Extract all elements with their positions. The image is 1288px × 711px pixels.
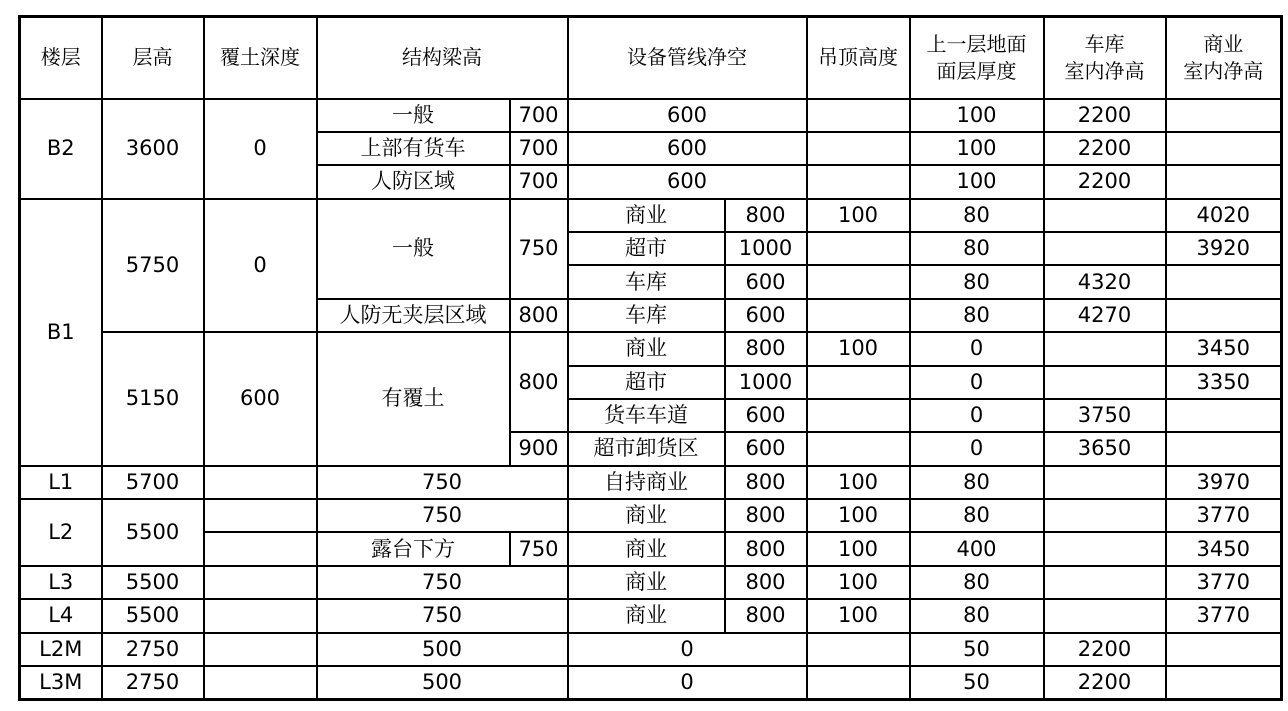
header-soil-depth: 覆土深度 (204, 17, 317, 99)
pipe-cell: 1000 (725, 232, 807, 265)
pipe-cell: 1000 (725, 366, 807, 399)
beam-cell: 800 (510, 299, 568, 332)
beam-cell: 750 (317, 566, 568, 599)
garage-cell (1044, 366, 1166, 399)
beam-cell: 900 (510, 432, 568, 465)
slab-cell: 0 (910, 432, 1044, 465)
garage-cell (1044, 599, 1166, 632)
soil-cell: 0 (204, 199, 317, 333)
pipe-cell: 800 (725, 599, 807, 632)
comm-cell: 3920 (1166, 232, 1282, 265)
floor-cell: L2 (20, 499, 102, 566)
garage-cell: 3650 (1044, 432, 1166, 465)
slab-cell: 50 (910, 633, 1044, 666)
header-garage-clear (1044, 17, 1166, 99)
comm-cell (1166, 99, 1282, 132)
comm-cell (1166, 132, 1282, 165)
table-row (20, 332, 1282, 365)
slab-cell: 80 (910, 599, 1044, 632)
floor-cell: L3 (20, 566, 102, 599)
beam-cell: 750 (317, 599, 568, 632)
use-cell: 商业 (568, 332, 725, 365)
garage-cell (1044, 199, 1166, 232)
garage-cell: 2200 (1044, 132, 1166, 165)
floor-cell: L1 (20, 466, 102, 499)
comm-cell: 3770 (1166, 599, 1282, 632)
slab-cell: 100 (910, 99, 1044, 132)
slab-cell: 80 (910, 199, 1044, 232)
garage-cell: 4270 (1044, 299, 1166, 332)
pipe-cell: 800 (725, 532, 807, 565)
table-row (20, 199, 1282, 232)
beam-label-cell: 一般 (317, 99, 510, 132)
ceiling-cell (807, 366, 910, 399)
comm-cell: 3770 (1166, 499, 1282, 532)
soil-cell (204, 466, 317, 499)
slab-cell: 0 (910, 332, 1044, 365)
garage-cell: 3750 (1044, 399, 1166, 432)
soil-cell: 600 (204, 332, 317, 466)
pipe-cell: 600 (568, 165, 807, 198)
ceiling-cell (807, 165, 910, 198)
header-beam-height: 结构梁高 (317, 17, 568, 99)
header-garage-line2: 室内净高 (1064, 58, 1145, 83)
pipe-cell: 600 (725, 432, 807, 465)
garage-cell (1044, 532, 1166, 565)
floor-cell: L3M (20, 666, 102, 700)
beam-cell: 800 (510, 332, 568, 432)
pipe-cell: 600 (725, 265, 807, 298)
garage-cell (1044, 566, 1166, 599)
ceiling-cell: 100 (807, 199, 910, 232)
header-row (20, 17, 1282, 99)
slab-cell: 50 (910, 666, 1044, 700)
pipe-cell: 800 (725, 199, 807, 232)
beam-cell: 750 (510, 199, 568, 299)
header-garage-line1: 车库 (1084, 31, 1125, 56)
slab-cell: 80 (910, 566, 1044, 599)
comm-cell (1166, 666, 1282, 700)
beam-label-cell: 一般 (317, 199, 510, 299)
use-cell: 商业 (568, 532, 725, 565)
ceiling-cell: 100 (807, 499, 910, 532)
beam-label-cell: 有覆土 (317, 332, 510, 466)
comm-cell (1166, 265, 1282, 298)
use-cell: 超市 (568, 232, 725, 265)
table-row (20, 633, 1282, 666)
use-cell: 车库 (568, 265, 725, 298)
soil-cell (204, 633, 317, 666)
garage-cell: 2200 (1044, 99, 1166, 132)
header-height: 层高 (102, 17, 204, 99)
ceiling-cell (807, 299, 910, 332)
header-comm-line2: 室内净高 (1183, 58, 1264, 83)
height-cell: 2750 (102, 666, 204, 700)
ceiling-cell: 100 (807, 466, 910, 499)
comm-cell: 3770 (1166, 566, 1282, 599)
ceiling-cell (807, 633, 910, 666)
header-slab-line1: 上一层地面 (926, 31, 1027, 56)
ceiling-cell: 100 (807, 599, 910, 632)
ceiling-cell: 100 (807, 332, 910, 365)
comm-cell: 3970 (1166, 466, 1282, 499)
garage-cell (1044, 499, 1166, 532)
beam-cell: 500 (317, 633, 568, 666)
use-cell: 货车车道 (568, 399, 725, 432)
comm-cell: 3350 (1166, 366, 1282, 399)
use-cell: 超市 (568, 366, 725, 399)
use-cell: 商业 (568, 599, 725, 632)
ceiling-cell (807, 99, 910, 132)
comm-cell (1166, 165, 1282, 198)
header-comm-line1: 商业 (1203, 31, 1244, 56)
beam-cell: 500 (317, 666, 568, 700)
table-row (20, 566, 1282, 599)
slab-cell: 80 (910, 466, 1044, 499)
height-cell: 5500 (102, 566, 204, 599)
table-row (20, 599, 1282, 632)
garage-cell (1044, 466, 1166, 499)
ceiling-cell (807, 666, 910, 700)
header-floor: 楼层 (20, 17, 102, 99)
floor-cell: B2 (20, 99, 102, 199)
pipe-cell: 800 (725, 466, 807, 499)
height-cell: 5750 (102, 199, 204, 333)
ceiling-cell (807, 432, 910, 465)
slab-cell: 0 (910, 399, 1044, 432)
slab-cell: 80 (910, 299, 1044, 332)
ceiling-cell: 100 (807, 566, 910, 599)
height-cell: 3600 (102, 99, 204, 199)
soil-cell: 0 (204, 99, 317, 199)
comm-cell (1166, 633, 1282, 666)
floor-cell: B1 (20, 199, 102, 466)
height-cell: 5150 (102, 332, 204, 466)
comm-cell (1166, 432, 1282, 465)
pipe-cell: 800 (725, 566, 807, 599)
ceiling-cell (807, 399, 910, 432)
floor-cell: L2M (20, 633, 102, 666)
table-row (20, 99, 1282, 132)
garage-cell (1044, 332, 1166, 365)
pipe-cell: 600 (725, 299, 807, 332)
pipe-cell: 0 (568, 633, 807, 666)
comm-cell: 4020 (1166, 199, 1282, 232)
garage-cell: 2200 (1044, 165, 1166, 198)
beam-label-cell: 上部有货车 (317, 132, 510, 165)
beam-label-cell: 露台下方 (317, 532, 510, 565)
slab-cell: 400 (910, 532, 1044, 565)
ceiling-cell (807, 265, 910, 298)
beam-cell: 700 (510, 132, 568, 165)
floor-height-table (18, 15, 1283, 701)
header-commercial-clear (1166, 17, 1282, 99)
slab-cell: 80 (910, 265, 1044, 298)
soil-cell (204, 599, 317, 632)
soil-cell (204, 532, 317, 565)
pipe-cell: 800 (725, 332, 807, 365)
garage-cell: 4320 (1044, 265, 1166, 298)
height-cell: 5500 (102, 599, 204, 632)
use-cell: 自持商业 (568, 466, 725, 499)
beam-cell: 750 (510, 532, 568, 565)
height-cell: 5500 (102, 499, 204, 566)
slab-cell: 0 (910, 366, 1044, 399)
comm-cell (1166, 299, 1282, 332)
beam-cell: 700 (510, 99, 568, 132)
use-cell: 超市卸货区 (568, 432, 725, 465)
table-row (20, 466, 1282, 499)
comm-cell: 3450 (1166, 532, 1282, 565)
table-row (20, 499, 1282, 532)
use-cell: 车库 (568, 299, 725, 332)
use-cell: 商业 (568, 566, 725, 599)
slab-cell: 100 (910, 132, 1044, 165)
beam-label-cell: 人防区域 (317, 165, 510, 198)
beam-cell: 750 (317, 466, 568, 499)
garage-cell: 2200 (1044, 633, 1166, 666)
height-cell: 2750 (102, 633, 204, 666)
garage-cell: 2200 (1044, 666, 1166, 700)
use-cell: 商业 (568, 499, 725, 532)
garage-cell (1044, 232, 1166, 265)
slab-cell: 100 (910, 165, 1044, 198)
beam-cell: 700 (510, 165, 568, 198)
floor-cell: L4 (20, 599, 102, 632)
soil-cell (204, 499, 317, 532)
ceiling-cell (807, 232, 910, 265)
pipe-cell: 600 (568, 132, 807, 165)
header-slab-line2: 面层厚度 (936, 58, 1017, 83)
header-pipe-clearance: 设备管线净空 (568, 17, 807, 99)
beam-label-cell: 人防无夹层区域 (317, 299, 510, 332)
ceiling-cell (807, 132, 910, 165)
comm-cell (1166, 399, 1282, 432)
pipe-cell: 600 (568, 99, 807, 132)
height-cell: 5700 (102, 466, 204, 499)
table-row (20, 666, 1282, 700)
slab-cell: 80 (910, 232, 1044, 265)
use-cell: 商业 (568, 199, 725, 232)
ceiling-cell: 100 (807, 532, 910, 565)
pipe-cell: 600 (725, 399, 807, 432)
pipe-cell: 800 (725, 499, 807, 532)
pipe-cell: 0 (568, 666, 807, 700)
beam-cell: 750 (317, 499, 568, 532)
table-row (20, 532, 1282, 565)
header-ceiling-height: 吊顶高度 (807, 17, 910, 99)
soil-cell (204, 566, 317, 599)
slab-cell: 80 (910, 499, 1044, 532)
comm-cell: 3450 (1166, 332, 1282, 365)
header-slab-thickness (910, 17, 1044, 99)
soil-cell (204, 666, 317, 700)
